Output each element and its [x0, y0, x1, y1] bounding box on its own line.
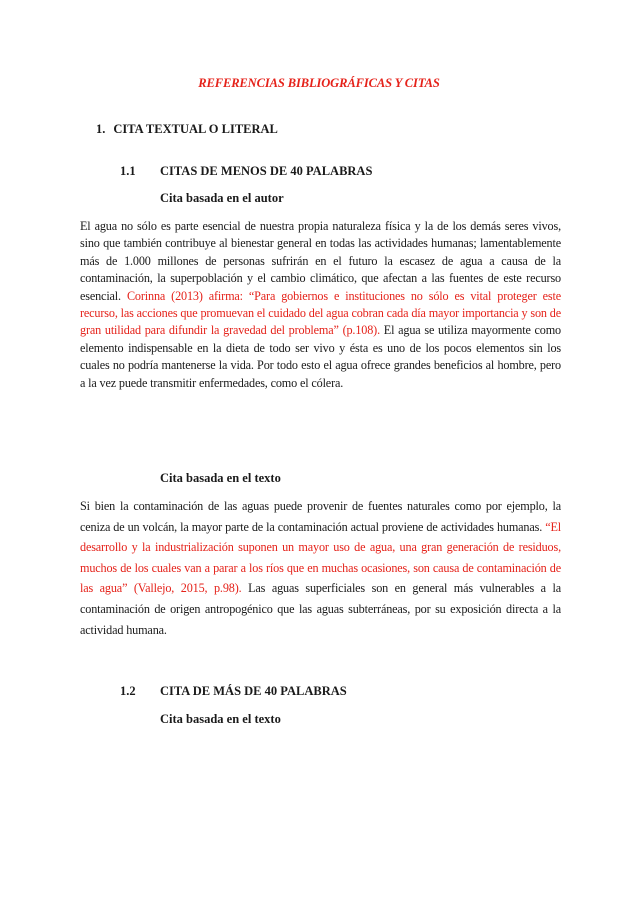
- paragraph-text: El agua no sólo es parte esencial de nuestra propia naturaleza física y la de los demás seres vivos, sino que también contribuye al bienestar general en todas las actividades humanas; lamentablemente más de 1.000 millones de personas sufrirán en el futuro la escasez de agua a causa de la contaminación, la superpoblación y el cambio climático, que afectan a las fuentes de este recurso esencial.: [80, 219, 561, 303]
- subheading-texto: Cita basada en el texto: [160, 471, 281, 485]
- section-label: CITA DE MÁS DE 40 PALABRAS: [160, 684, 347, 698]
- paragraph-2: [80, 496, 561, 640]
- section-number: 1.2: [120, 684, 136, 698]
- section-number: 1.: [96, 122, 106, 136]
- paragraph-text: Las aguas superficiales son en general más vulnerables a la contaminación de origen antropogénico que las aguas subterráneas, por su exposición directa a la actividad humana.: [80, 581, 561, 637]
- paragraph-1: [80, 218, 561, 392]
- page-title: REFERENCIAS BIBLIOGRÁFICAS Y CITAS: [198, 76, 440, 90]
- quote-text: Corinna (2013) afirma: “Para gobiernos e instituciones no sólo es vital proteger este recurso, las acciones que promuevan el cuidado del agua cobran cada día mayor importancia y son de gran utilidad para difundir la gravedad del problema” (p.108).: [80, 288, 561, 338]
- citation-text: (Vallejo, 2015, p.98).: [127, 581, 242, 596]
- section-heading-1-1: [120, 164, 372, 179]
- section-label: CITAS DE MENOS DE 40 PALABRAS: [160, 164, 373, 178]
- section-heading-1-2: [120, 684, 347, 699]
- section-label: CITA TEXTUAL O LITERAL: [113, 122, 278, 136]
- paragraph-text: El agua se utiliza mayormente como elemento indispensable en la dieta de todo ser vivo y ésta es uno de los pocos elementos sin los cuales no podría mantenerse la vida. Por todo esto el agua ofrece grandes beneficios al hombre, pero a la vez puede transmitir enfermedades, como el cólera.: [80, 323, 562, 390]
- section-heading-1: [96, 122, 278, 137]
- paragraph-text: Si bien la contaminación de las aguas puede provenir de fuentes naturales como por ejemplo, la ceniza de un volcán, la mayor parte de la contaminación actual proviene de actividades humanas.: [80, 499, 561, 534]
- subheading-texto-2: Cita basada en el texto: [160, 712, 281, 726]
- quote-text: “El desarrollo y la industrialización suponen un mayor uso de agua, una gran generación de residuos, muchos de los cuales van a parar a los ríos que en muchas ocasiones, son causa de contaminación de las agua”: [80, 519, 561, 596]
- section-number: 1.1: [120, 164, 136, 178]
- subheading-autor: Cita basada en el autor: [160, 191, 284, 205]
